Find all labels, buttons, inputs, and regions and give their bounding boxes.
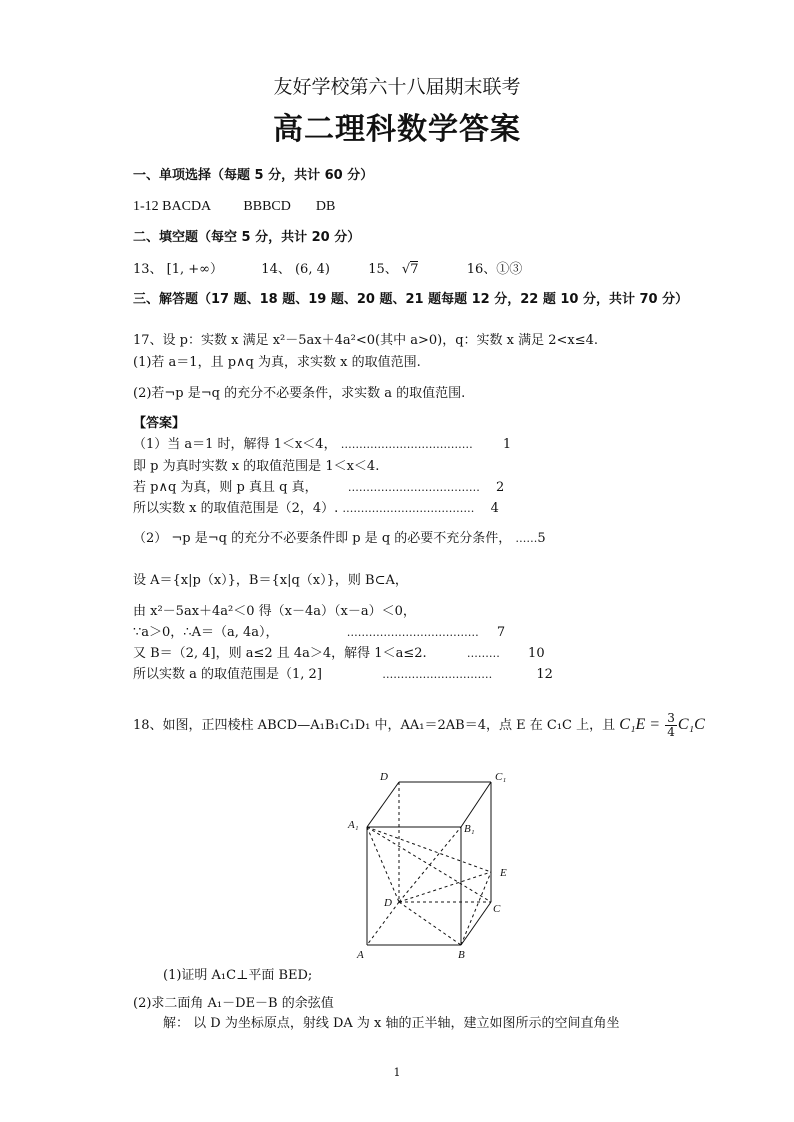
- solution-18-start: 解： 以 D 为坐标原点，射线 DA 为 x 轴的正半轴，建立如图所示的空间直角坐: [163, 1016, 620, 1031]
- edge-B-C: [461, 902, 491, 945]
- problem-17-part-1: (1)若 a＝1，且 p∧q 为真，求实数 x 的取值范围.: [133, 355, 421, 370]
- edge-B1-C1: [461, 782, 491, 827]
- dot-leader: ……: [515, 532, 538, 545]
- solution-17-line-5-text: （2） ¬p 是¬q 的充分不必要条件即 p 是 q 的必要不充分条件，: [133, 531, 512, 546]
- dot-leader: ………………………………: [347, 481, 480, 494]
- fraction-denominator: 4: [667, 725, 675, 739]
- dot-leader: ………………………………: [346, 626, 479, 639]
- solution-17-line-8: [133, 625, 505, 641]
- score-mark: 10: [528, 646, 545, 661]
- section-2-answers: [133, 262, 522, 278]
- label-B: B: [458, 949, 465, 961]
- answers-group-3: DB: [315, 199, 336, 214]
- line-A1-C: [367, 827, 491, 902]
- solution-17-line-6: 设 A＝{x|p（x）}，B＝{x|q（x）}，则 B⊂A，: [133, 573, 408, 588]
- dot-leader: ………: [466, 647, 500, 660]
- edge-A1-D1: [367, 782, 399, 827]
- solution-17-line-8-text: ∵a＞0，∴A＝（a, 4a），: [133, 625, 279, 640]
- equation-left: C₁E =: [619, 716, 661, 733]
- section-1-answers: [133, 199, 335, 215]
- solution-17-line-7: 由 x²－5ax＋4a²＜0 得（x－4a）（x－a）＜0，: [133, 604, 416, 619]
- answer-tag: 【答案】: [133, 416, 186, 431]
- answer-13: 13、 [1, +∞）: [133, 262, 224, 277]
- label-E: E: [500, 867, 507, 879]
- label-D1: D: [380, 771, 388, 783]
- solution-17-line-5: [133, 531, 546, 547]
- solution-17-line-2: 即 p 为真时实数 x 的取值范围是 1＜x＜4.: [133, 459, 380, 474]
- section-1-heading: 一、单项选择（每题 5 分，共计 60 分）: [133, 168, 374, 183]
- page-title: 高二理科数学答案: [273, 112, 521, 147]
- answer-15: [368, 261, 418, 277]
- section-2-heading: 二、填空题（每空 5 分，共计 20 分）: [133, 230, 361, 245]
- label-A: A: [357, 949, 364, 961]
- problem-17-stem: 17、设 p：实数 x 满足 x²－5ax＋4a²<0(其中 a>0)，q：实数 x 满足 2<x≤4.: [133, 333, 599, 348]
- score-mark: 4: [490, 501, 499, 516]
- section-3-heading: 三、解答题（17 题、18 题、19 题、20 题、21 题每题 12 分，22 题 10 分，共计 70 分）: [133, 292, 689, 307]
- label-A1: A₁: [348, 819, 359, 831]
- label-C: C: [493, 903, 501, 915]
- label-C1: C₁: [495, 771, 507, 783]
- line-D-E: [399, 872, 491, 902]
- label-B1: B₁: [464, 823, 475, 835]
- problem-18-part-2: (2)求二面角 A₁－DE－B 的余弦值: [133, 996, 334, 1011]
- fraction-numerator: 3: [667, 711, 675, 725]
- problem-17-part-2: (2)若¬p 是¬q 的充分不必要条件，求实数 a 的取值范围.: [133, 386, 466, 401]
- line-D-B: [399, 902, 461, 945]
- solution-17-line-1-text: （1）当 a＝1 时，解得 1＜x＜4，: [133, 437, 337, 452]
- answer-15-prefix: 15、: [368, 262, 398, 277]
- answers-group-1: 1-12 BACDA: [133, 199, 211, 214]
- dot-leader: ………………………………: [342, 502, 475, 515]
- problem-18-part-1: (1)证明 A₁C⊥平面 BED;: [163, 968, 313, 983]
- line-D-B1: [399, 827, 461, 902]
- label-D: D: [384, 897, 392, 909]
- solution-17-line-3-text: 若 p∧q 为真，则 p 真且 q 真，: [133, 480, 318, 495]
- line-A1-D: [367, 827, 399, 902]
- answer-15-radicand: 7: [410, 262, 419, 277]
- dot-leader: …………………………: [382, 668, 493, 681]
- solution-17-line-10-text: 所以实数 a 的取值范围是（1, 2]: [133, 667, 322, 682]
- prism-figure: [330, 762, 530, 972]
- school-name: 友好学校第六十八届期末联考: [273, 76, 521, 98]
- solution-17-line-9-text: 又 B＝（2, 4]，则 a≤2 且 4a＞4，解得 1＜a≤2.: [133, 646, 427, 661]
- page-number: 1: [393, 1066, 401, 1079]
- edge-D-A: [367, 902, 399, 945]
- score-mark: 12: [536, 667, 553, 682]
- solution-17-line-9: [133, 646, 545, 662]
- solution-17-line-10: [133, 667, 553, 683]
- answer-16: 16、①③: [466, 262, 523, 277]
- solution-17-line-1: [133, 437, 511, 453]
- answer-14: 14、 (6, 4): [261, 262, 330, 277]
- sqrt-symbol: √: [401, 262, 411, 277]
- answers-group-2: BBBCD: [243, 199, 291, 214]
- fraction: [665, 712, 677, 739]
- solution-17-line-3: [133, 480, 504, 496]
- equation-right: C₁C: [677, 716, 705, 733]
- score-mark: 7: [496, 625, 506, 640]
- score-mark: 2: [496, 480, 505, 495]
- dot-leader: ………………………………: [340, 438, 473, 451]
- score-mark: 5: [537, 531, 546, 546]
- problem-18-stem-text: 18、如图，正四棱柱 ABCD—A₁B₁C₁D₁ 中，AA₁＝2AB＝4，点 E 在 C₁C 上，且: [133, 718, 616, 733]
- problem-18-stem: [133, 712, 705, 739]
- solution-17-line-4-text: 所以实数 x 的取值范围是（2，4）.: [133, 501, 339, 516]
- score-mark: 1: [502, 437, 512, 452]
- solution-17-line-4: [133, 501, 499, 517]
